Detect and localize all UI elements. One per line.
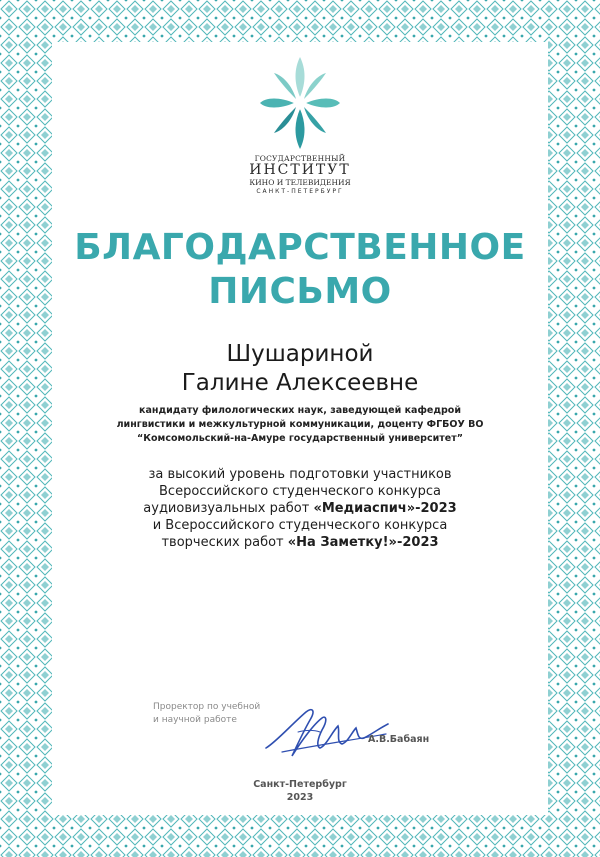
contest-name-mediaspeech: «Медиаспич»-2023 xyxy=(313,501,457,516)
certificate-title xyxy=(40,226,560,314)
handwritten-signature xyxy=(262,702,392,762)
signatory-name: А.В.Бабаян xyxy=(368,734,430,745)
recipient-description xyxy=(90,404,510,446)
description-line2: лингвистики и межкультурной коммуникации, доценту ФГБОУ ВО xyxy=(116,419,484,430)
reason-line3-text: аудиовизуальных работ xyxy=(143,501,314,516)
institute-name-line3: КИНО И ТЕЛЕВИДЕНИЯ xyxy=(249,178,351,187)
footer-year: 2023 xyxy=(286,792,314,803)
reason-line5 xyxy=(80,534,520,551)
description-line3: “Комсомольский-на-Амуре государственный университет” xyxy=(137,433,463,444)
contest-name-na-zametku: «На Заметку!»-2023 xyxy=(287,535,439,550)
footer xyxy=(200,778,400,804)
institute-logo-icon xyxy=(259,55,341,151)
institute-name-line2: ИНСТИТУТ xyxy=(249,162,351,178)
reason-line1: за высокий уровень подготовки участников xyxy=(148,467,452,482)
signatory-role-line1: Проректор по учебной xyxy=(153,702,261,712)
title-line1: БЛАГОДАРСТВЕННОЕ xyxy=(74,227,526,268)
recipient-surname: Шушариной xyxy=(226,341,374,367)
recipient-given-names: Галине Алексеевне xyxy=(181,370,419,396)
description-line1: кандидату филологических наук, заведующей кафедрой xyxy=(139,405,461,416)
footer-city: Санкт-Петербург xyxy=(253,779,347,790)
institute-city: САНКТ-ПЕТЕРБУРГ xyxy=(256,188,344,195)
reason-line3 xyxy=(80,500,520,517)
reason-line5-text: творческих работ xyxy=(161,535,288,550)
recipient-name xyxy=(60,340,540,398)
award-reason xyxy=(80,466,520,551)
institute-name-line1: ГОСУДАРСТВЕННЫЙ xyxy=(254,154,346,163)
institute-name xyxy=(200,154,400,196)
reason-line2: Всероссийского студенческого конкурса xyxy=(159,484,441,499)
signatory-role-line2: и научной работе xyxy=(153,715,237,725)
title-line2: ПИСЬМО xyxy=(208,271,392,312)
reason-line4: и Всероссийского студенческого конкурса xyxy=(152,518,448,533)
